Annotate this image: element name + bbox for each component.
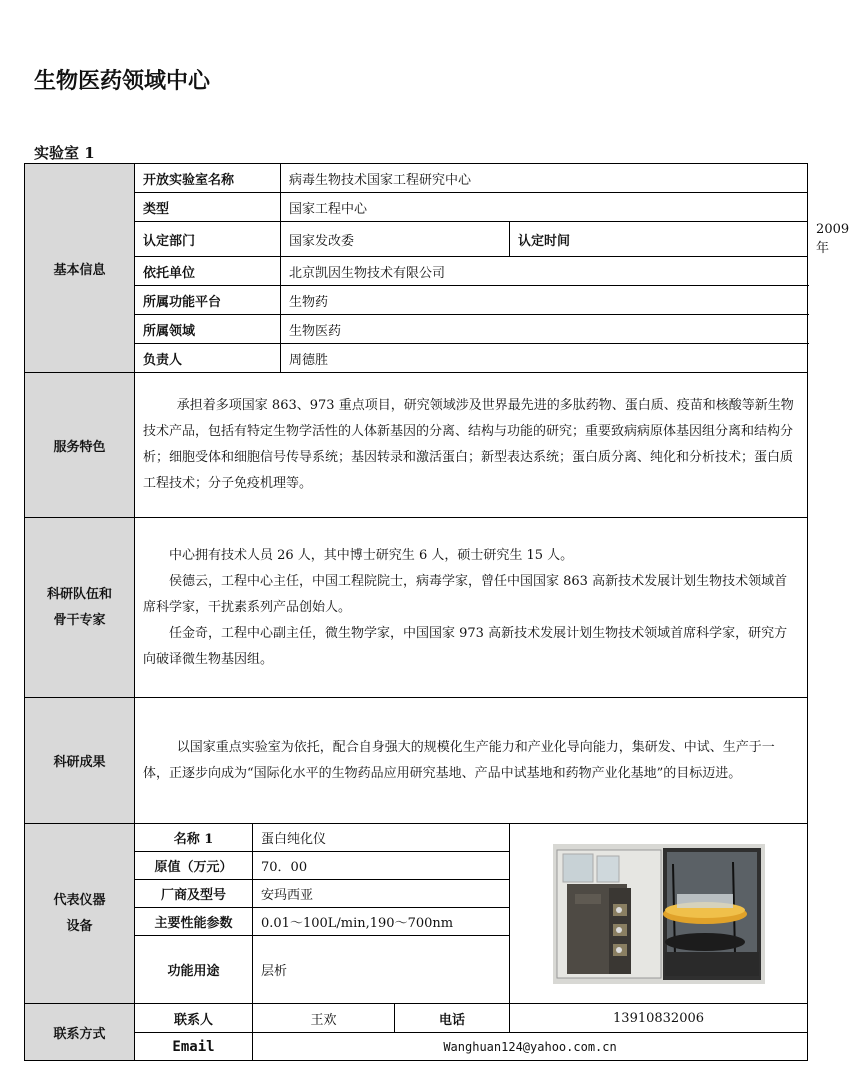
section-equipment-line1: 代表仪器 [53,892,106,908]
results-text: 以国家重点实验室为依托，配合自身强大的规模化生产能力和产业化导向能力，集研发、中试、生产于一体，正逐步向成为“国际化水平的生物药品应用研究基地、产品中试基地和药物产业化基地”的目标迈进。 [143,739,775,781]
equipment-photo [553,844,765,984]
lab-name-value: 病毒生物技术国家工程研究中心 [281,164,808,193]
equipment-photo-cell [510,824,808,1004]
unit-label: 依托单位 [135,257,281,286]
service-text: 承担着多项国家 863、973 重点项目，研究领域涉及世界最先进的多肽药物、蛋白质、疫苗和核酸等新生物技术产品，包括有特定生物学活性的人体新基因的分离、结构与功能的研究；重要致病病原体基因组分离和结构分析；细胞受体和细胞信号传导系统；基因转录和激活蛋白；新型表达系统；蛋白质分离、纯化和分析技术；蛋白质工程技术；分子免疫机理等。 [143,398,794,491]
team-paragraph-3: 任金奇，工程中心副主任，微生物学家，中国国家 973 高新技术发展计划生物技术领域首席科学家，研究方向破译微生物基因组。 [143,625,788,667]
platform-value: 生物药 [281,286,808,315]
equipment-perf-label: 主要性能参数 [135,908,253,936]
head-label: 负责人 [135,344,281,373]
team-paragraph-1: 中心拥有技术人员 26 人，其中博士研究生 6 人，硕士研究生 15 人。 [169,547,574,563]
equipment-name-value: 蛋白纯化仪 [253,824,510,852]
dept-label: 认定部门 [135,222,281,257]
contact-phone-label: 电话 [395,1004,510,1033]
field-value: 生物医药 [281,315,808,344]
contact-phone-value: 13910832006 [510,1004,808,1033]
contact-email-label: Email [135,1033,253,1061]
section-equipment-line2: 设备 [66,918,93,934]
equipment-name-label: 名称 1 [135,824,253,852]
platform-label: 所属功能平台 [135,286,281,315]
equipment-perf-value: 0.01～100L/min,190～700nm [253,908,510,936]
lab-name-label: 开放实验室名称 [135,164,281,193]
section-basic-info: 基本信息 [25,164,135,373]
field-label: 所属领域 [135,315,281,344]
lab-title: 实验室 1 [34,144,95,162]
contact-email-value[interactable]: Wanghuan124@yahoo.com.cn [253,1033,808,1061]
section-equipment [25,824,135,1004]
equipment-maker-value: 安玛西亚 [253,880,510,908]
section-team-line1: 科研队伍和 [46,586,112,602]
equipment-use-value: 层析 [253,936,510,1004]
section-results: 科研成果 [25,698,135,824]
type-label: 类型 [135,193,281,222]
section-team [25,518,135,698]
team-text-cell [135,518,808,698]
equipment-price-value: 70．00 [253,852,510,880]
time-label: 认定时间 [510,222,808,257]
equipment-price-label: 原值（万元） [135,852,253,880]
team-paragraph-2: 侯德云，工程中心主任，中国工程院院士，病毒学家，曾任中国国家 863 高新技术发展计划生物技术领域首席科学家，干扰素系列产品创始人。 [143,573,788,615]
contact-person-value: 王欢 [253,1004,395,1033]
page-title: 生物医药领域中心 [34,69,211,94]
section-service: 服务特色 [25,373,135,518]
equipment-use-label: 功能用途 [135,936,253,1004]
lab-info-table: 基本信息 开放实验室名称 病毒生物技术国家工程研究中心 类型 国家工程中心 认定部门 国家发改委 认定时间 2009 年 依托单位 北京凯因生物技术有限公司 所属功能平台 生物药 所属领域 生物医药 负责人 周德胜 服务特色 承担着多项国家 863、973 重点项目，研究领域涉及世界最先进的多肽药物、蛋白质、疫苗和核酸等新生物技术产品，包括有特定生物学活性的人体新基因的分离、结构与功能的研究；重要致病病原体基因组分离和结构分析；细胞受体和细胞信号传导系统；基因转录和激活蛋白；新型表达系统；蛋白质分离、纯化和分析技术；蛋白质工程技术；分子免疫机理等。 科研队伍和 骨干专家 中心拥有技术人员 26 人，其中博士研究生 6 人，硕士研究生 15 人。 侯德云，工程中心主任，中国工程院院士，病毒学家，曾任中国国家 863 高新技术发展计划生物技术领域首席科学家，干扰素系列产品创始人。 任金奇，工程中心副主任，微生物学家，中国国家 973 高新技术发展计划生物技术领域首席科学家，研究方向破译微生物基因组。 科研成果 以国家重点实验室为依托，配合自身强大的规模化生产能力和产业化导向能力，集研发、中试、生产于一体，正逐步向成为“国际化水平的生物药品应用研究基地、产品中试基地和药物产业化基地”的目标迈进。 代表仪器 设备 名称 1 蛋白纯化仪 原值（万元） 70．00 厂商及型号 安玛西亚 主要性能参数 0.01～100L/min,190～700nm 功能用途 层析 联系方式 联系人 王欢 电话 13910832006 Email Wanghuan124@yahoo.com.cn [24,163,808,1061]
unit-value: 北京凯因生物技术有限公司 [281,257,808,286]
contact-person-label: 联系人 [135,1004,253,1033]
section-team-line2: 骨干专家 [53,612,106,628]
equipment-maker-label: 厂商及型号 [135,880,253,908]
service-text-cell [135,373,808,518]
dept-value: 国家发改委 [281,222,510,257]
type-value: 国家工程中心 [281,193,808,222]
results-text-cell [135,698,808,824]
head-value: 周德胜 [281,344,808,373]
section-contact: 联系方式 [25,1004,135,1061]
